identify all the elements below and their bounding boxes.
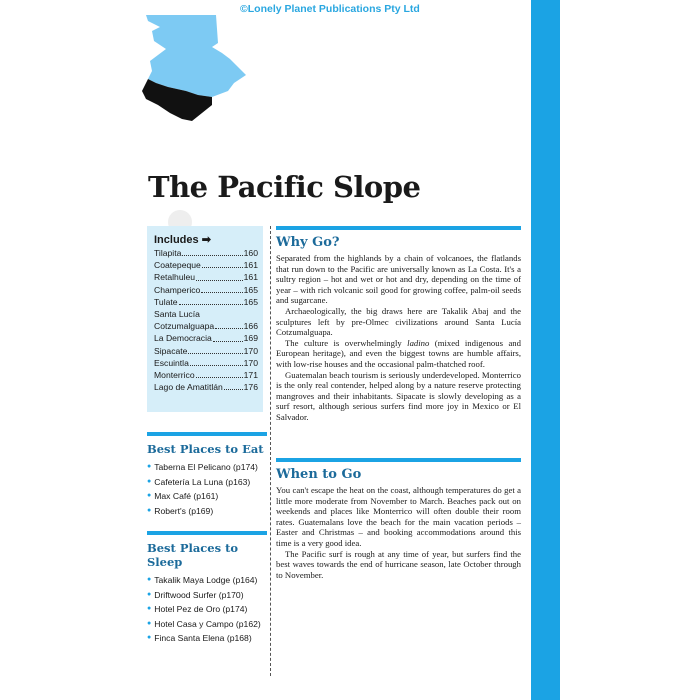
includes-item <box>154 369 258 381</box>
includes-item-page: 165 <box>243 296 258 307</box>
column-divider <box>270 226 271 676</box>
bullet-icon: ● <box>147 506 152 514</box>
section-rule <box>276 226 521 230</box>
includes-item-name: Escuintla <box>154 357 189 368</box>
bullet-icon: ● <box>147 576 152 583</box>
list-item: ● Hotel Casa y Campo (p162) <box>147 617 267 632</box>
includes-item <box>154 259 258 271</box>
includes-item <box>154 271 258 283</box>
list-item: ● Robert's (p169) <box>147 504 267 519</box>
includes-item-name: Retalhuleu <box>154 272 196 283</box>
includes-item-name: Santa Lucía <box>154 309 200 320</box>
includes-item <box>154 284 258 296</box>
list-item: ● Max Café (p161) <box>147 489 267 504</box>
bullet-icon: ● <box>147 605 152 612</box>
paragraph: The culture is overwhelmingly ladino (mixed indigenous and European heritage), and even the biggest towns are humble affairs, with low-rise houses and the occasional palm-thatched roof. <box>276 337 521 369</box>
bullet-icon: ● <box>147 590 152 598</box>
includes-item-name: Lago de Amatitlán <box>154 382 223 393</box>
includes-item: Santa Lucía Cotzumalguapa 166 <box>154 309 258 332</box>
bullet-icon: ● <box>147 634 152 641</box>
paragraph: Separated from the highlands by a chain of volcanoes, the flatlands that run down to the Pacific are universally known as La Costa. It's a sultry region – hot and wet or hot and dry, depending on the time of year – with rich volcanic soil good for growing coffee, palm-oil seeds and sugarcane. <box>276 253 521 306</box>
best-places-to-eat <box>147 432 267 518</box>
list-item: ● Cafetería La Luna (p163) <box>147 475 267 490</box>
includes-item-name: Sipacate <box>154 345 188 356</box>
paragraph: You can't escape the heat on the coast, although temperatures do get a little more moderate from November to March. Beaches pack out on weekends and places like Monterrico will often double their room rates. Guatemalans love the beach for the main vacation periods – Easter and Christmas – and booking accommodations around this time is a very good idea. <box>276 485 521 548</box>
includes-item <box>154 345 258 357</box>
section-rule <box>147 531 267 535</box>
bullet-icon: ● <box>147 619 152 627</box>
includes-item <box>154 332 258 344</box>
includes-list <box>154 247 258 393</box>
includes-item-page: 161 <box>243 260 258 271</box>
includes-item-name: Coatepeque <box>154 260 201 271</box>
why-go-section <box>276 226 521 423</box>
list-item: ● Finca Santa Elena (p168) <box>147 631 267 646</box>
includes-item <box>154 247 258 259</box>
paragraph: Guatemalan beach tourism is seriously underdeveloped. Monterrico is the only real contender, helped along by a nature reserve protecting mangroves and their inhabitants. Sipacate is slowly developing as a surf resort, although serious surfers find more joy in Mexico or El Salvador. <box>276 369 521 422</box>
includes-item-page: 171 <box>243 370 258 381</box>
includes-box <box>147 226 263 412</box>
list-item: ● Driftwood Surfer (p170) <box>147 588 267 603</box>
paragraph: Archaeologically, the big draws here are Takalik Abaj and the sculptures left by pre-Olmec civilizations around Santa Lucía Cotzumalguapa. <box>276 305 521 338</box>
arrow-right-icon: ➡ <box>201 234 211 246</box>
guatemala-map-icon <box>138 13 248 128</box>
bullet-icon: ● <box>147 463 152 470</box>
includes-item-page: 165 <box>243 284 258 295</box>
sleep-heading: Best Places to Sleep <box>147 541 239 569</box>
page-title: The Pacific Slope <box>148 170 421 204</box>
includes-item-page: 176 <box>243 382 258 393</box>
when-to-go-section <box>276 458 521 580</box>
includes-item-name: Tilapita <box>154 248 182 258</box>
section-rule <box>147 432 267 436</box>
includes-item <box>154 381 258 393</box>
eat-list <box>147 460 267 518</box>
includes-item-name: Champerico <box>154 284 201 295</box>
includes-item-page: 169 <box>243 333 258 344</box>
includes-item <box>154 296 258 308</box>
why-go-heading: Why Go? <box>276 235 340 250</box>
includes-item-name: La Democracia <box>154 333 212 344</box>
includes-item-page: 170 <box>243 345 258 356</box>
when-to-go-heading: When to Go <box>276 467 362 482</box>
best-places-to-sleep <box>147 531 267 646</box>
list-item: ● Takalik Maya Lodge (p164) <box>147 573 267 588</box>
includes-item-name: Monterrico <box>154 370 195 381</box>
sleep-list <box>147 573 267 646</box>
section-rule <box>276 458 521 462</box>
includes-item-page: 170 <box>243 357 258 368</box>
eat-heading: Best Places to Eat <box>147 442 264 456</box>
includes-item <box>154 357 258 369</box>
includes-item-page: 161 <box>243 272 258 283</box>
bullet-icon: ● <box>147 477 152 485</box>
list-item: ● Hotel Pez de Oro (p174) <box>147 602 267 617</box>
paragraph: The Pacific surf is rough at any time of year, but surfers find the best waves towards the end of hurricane season, late October through to November. <box>276 548 521 580</box>
includes-item-page: 160 <box>243 248 258 258</box>
includes-heading: Includes ➡ <box>154 234 211 246</box>
includes-item-name: Tulate <box>154 296 178 307</box>
copyright-notice: ©Lonely Planet Publications Pty Ltd <box>240 3 420 15</box>
bullet-icon: ● <box>147 492 152 499</box>
list-item: ● Taberna El Pelicano (p174) <box>147 460 267 475</box>
chapter-tab-strip <box>531 0 560 700</box>
